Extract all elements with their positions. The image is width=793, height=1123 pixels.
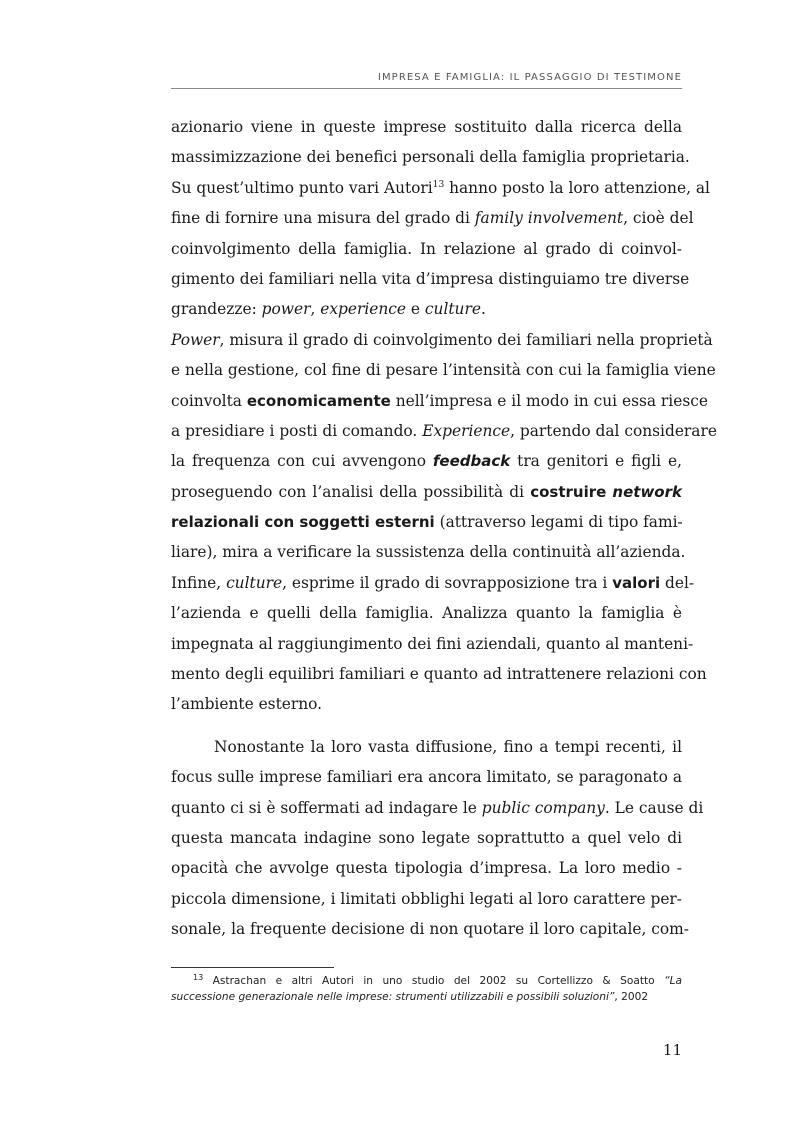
page-number: 11 [662,1041,682,1059]
emphasis: public company [481,798,605,817]
running-header: IMPRESA E FAMIGLIA: IL PASSAGGIO DI TESTIMONE [377,72,682,83]
text-line [171,507,682,537]
text-run: proseguendo con l’analisi della possibilità di [171,482,531,501]
text-line: piccola dimensione, i limitati obblighi legati al loro carattere per- [171,889,682,908]
text-line [171,793,704,823]
text-line: azionario viene in queste imprese sostituito dalla ricerca della [171,118,682,136]
text-line [171,568,695,598]
text-line: l’ambiente esterno. [171,695,323,714]
text-run: del- [660,573,695,592]
text-line [171,325,713,355]
footnote [171,973,682,1005]
emphasis: Experience [422,421,511,440]
bold-term: costruire [530,482,607,501]
text-run: , 2002 [614,991,649,1003]
text-line: gimento dei familiari nella vita d’impresa distinguiamo tre diverse [171,269,690,288]
text-run: coinvolta [171,391,247,410]
text-line [171,446,682,476]
text-line [171,173,710,203]
text-line: e nella gestione, col fine di pesare l’intensità con cui la famiglia viene [171,361,716,380]
text-line: Nonostante la loro vasta diffusione, fino a tempi recenti, il [214,737,682,756]
footnote-line [171,973,682,989]
text-run: , esprime il grado di sovrapposizione tra i [282,573,613,592]
emphasis: “La [664,975,682,987]
paragraph-1 [171,112,710,325]
text-run: a presidiare i posti di comando. [171,421,423,440]
text-run: Su quest’ultimo punto vari Autori [171,178,433,197]
emphasis: culture [424,300,481,319]
text-run: nell’impresa e il modo in cui essa riesce [390,391,708,410]
text-run: , cioè del [623,209,694,228]
text-run: fine di fornire una misura del grado di [171,209,475,228]
bold-term: valori [612,573,661,592]
footnote-rule [171,967,334,968]
text-run: , partendo dal considerare [510,421,717,440]
text-run: quanto ci si è soffermati ad indagare le [171,798,482,817]
text-line: l’azienda e quelli della famiglia. Analizza quanto la famiglia è [171,604,682,623]
text-line [171,203,694,233]
text-line [171,294,682,324]
text-line: questa mancata indagine sono legate soprattutto a quel velo di [171,828,682,847]
footnote-line [171,989,682,1005]
text-line: opacità che avvolge questa tipologia d’impresa. La loro medio - [171,859,682,878]
bold-term: network [612,482,682,501]
text-line [171,386,708,416]
text-run: tra genitori e figli e, [510,452,682,471]
header-rule [171,88,682,89]
emphasis: successione generazionale nelle imprese: strumenti utilizzabili e possibili soluzioni” [171,991,615,1003]
footnote-number: 13 [193,973,204,982]
text-run: e [406,300,425,319]
text-run: (attraverso legami di tipo fami- [434,513,683,532]
text-run: Astrachan e altri Autori in uno studio del 2002 su Cortellizzo & Soatto [203,975,665,987]
emphasis: power [261,300,311,319]
footnote-ref: 13 [432,179,445,190]
emphasis: experience [320,300,407,319]
text-run: , misura il grado di coinvolgimento dei familiari nella proprietà [219,330,713,349]
text-line: sonale, la frequente decisione di non quotare il loro capitale, com- [171,920,689,939]
paragraph-2 [171,325,717,720]
paragraph-gap [171,720,682,732]
text-line: coinvolgimento della famiglia. In relazione al grado di coinvol- [171,239,682,258]
text-line: mento degli equilibri familiari e quanto ad intrattenere relazioni con [171,665,707,684]
bold-term: relazionali con soggetti esterni [171,513,435,532]
text-run: . [480,300,486,319]
text-run: . Le cause di [604,798,704,817]
text-line [171,477,682,507]
body-text [171,112,717,945]
text-run: , [310,300,321,319]
bold-term: economicamente [246,391,391,410]
text-run: grandezze: [171,300,262,319]
paragraph-3 [171,732,704,945]
bold-term: feedback [432,452,511,471]
text-line: massimizzazione dei benefici personali della famiglia proprietaria. [171,148,690,167]
emphasis: culture [226,573,283,592]
text-line: focus sulle imprese familiari era ancora limitato, se paragonato a [171,768,682,787]
text-line: liare), mira a verificare la sussistenza della continuità all’azienda. [171,543,686,562]
emphasis: family involvement [474,209,624,228]
emphasis: Power [171,330,220,349]
text-run: la frequenza con cui avvengono [171,452,433,471]
text-run: hanno posto la loro attenzione, al [444,178,710,197]
text-line: impegnata al raggiungimento dei fini aziendali, quanto al manteni- [171,634,694,653]
text-line [171,416,717,446]
text-run: Infine, [171,573,227,592]
